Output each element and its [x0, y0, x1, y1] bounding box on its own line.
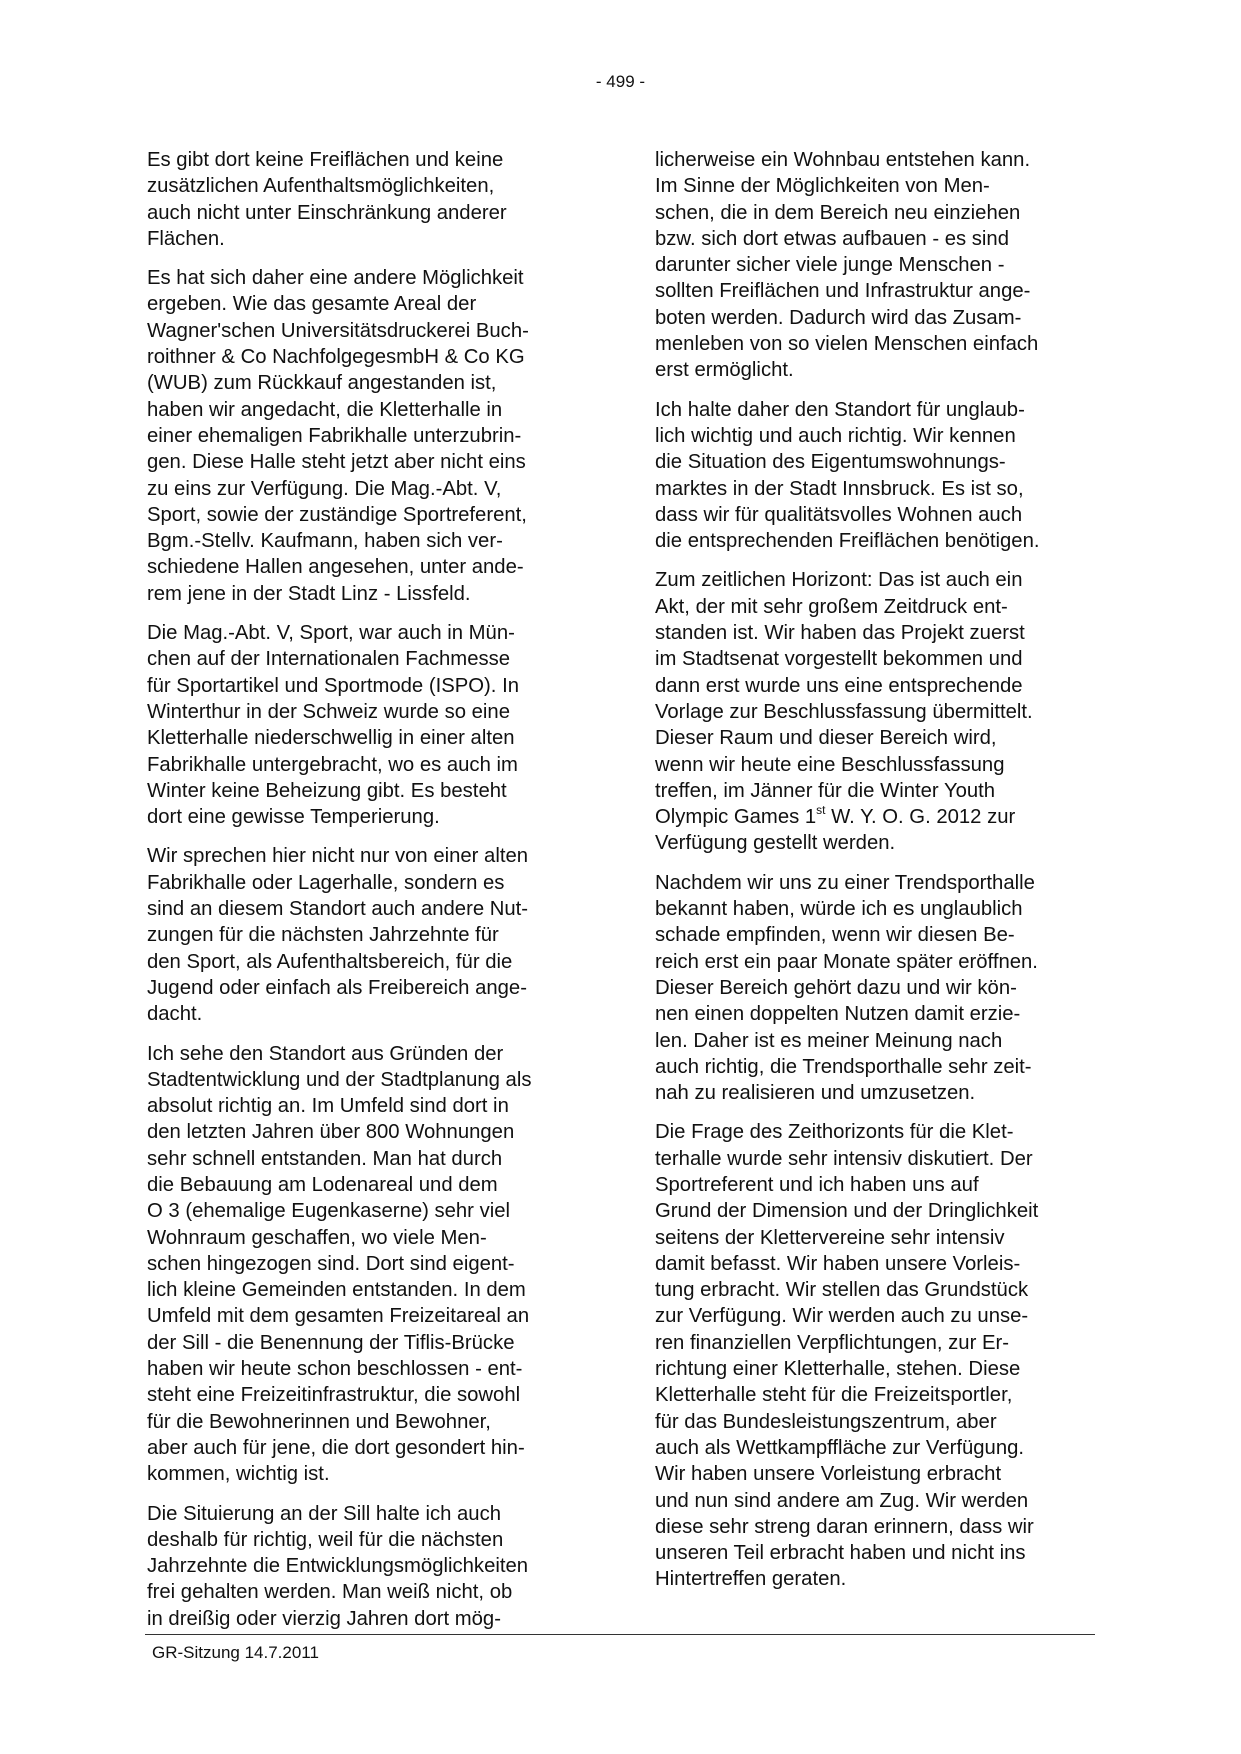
text-line: Flächen. — [147, 227, 225, 250]
text-line-with-superscript — [655, 804, 1095, 830]
paragraph — [147, 1501, 587, 1632]
text-line: chen auf der Internationalen Fachmesse — [147, 648, 511, 671]
text-line: Sportreferent und ich haben uns auf — [655, 1173, 979, 1196]
text-line: Nachdem wir uns zu einer Trendsporthalle — [655, 871, 1035, 894]
paragraph — [655, 147, 1095, 384]
text-line: sehr schnell entstanden. Man hat durch — [147, 1147, 503, 1170]
text-line: Umfeld mit dem gesamten Freizeitareal an — [147, 1305, 530, 1328]
footer-divider — [145, 1634, 1095, 1635]
left-column — [147, 147, 587, 1645]
text-line: den Sport, als Aufenthaltsbereich, für die — [147, 950, 513, 973]
text-line: nen einen doppelten Nutzen damit erzie- — [655, 1003, 1021, 1026]
text-line: aber auch für jene, die dort gesondert hin- — [147, 1436, 525, 1459]
text-line: dacht. — [147, 1003, 203, 1026]
text-line: Winterthur in der Schweiz wurde so eine — [147, 700, 510, 723]
text-line: terhalle wurde sehr intensiv diskutiert. Der — [655, 1147, 1033, 1170]
text-line: die entsprechenden Freiflächen benötigen. — [655, 530, 1040, 553]
paragraph — [655, 567, 1095, 856]
text-line: Die Situierung an der Sill halte ich auch — [147, 1502, 502, 1525]
text-line: in dreißig oder vierzig Jahren dort mög- — [147, 1607, 501, 1630]
text-line: einer ehemaligen Fabrikhalle unterzubrin- — [147, 424, 522, 447]
text-line: marktes in der Stadt Innsbruck. Es ist so, — [655, 477, 1024, 500]
text-line: im Stadtsenat vorgestellt bekommen und — [655, 648, 1023, 671]
text-line: O 3 (ehemalige Eugenkaserne) sehr viel — [147, 1200, 511, 1223]
text-line: treffen, im Jänner für die Winter Youth — [655, 779, 996, 802]
text-line: zungen für die nächsten Jahrzehnte für — [147, 924, 499, 947]
text-line: Jugend oder einfach als Freibereich ange- — [147, 976, 527, 999]
paragraph — [655, 870, 1095, 1107]
text-line: menleben von so vielen Menschen einfach — [655, 333, 1039, 356]
text-line: Kletterhalle steht für die Freizeitsportler, — [655, 1384, 1013, 1407]
text-line: Zum zeitlichen Horizont: Das ist auch ein — [655, 569, 1023, 592]
text-line: auch richtig, die Trendsporthalle sehr zeit- — [655, 1055, 1032, 1078]
page-number: - 499 - — [595, 72, 646, 91]
text-line: den letzten Jahren über 800 Wohnungen — [147, 1121, 515, 1144]
text-line: zur Verfügung. Wir werden auch zu unse- — [655, 1305, 1029, 1328]
text-line: standen ist. Wir haben das Projekt zuerst — [655, 622, 1025, 645]
text-line: zu eins zur Verfügung. Die Mag.-Abt. V, — [147, 477, 502, 500]
text-fragment: W. Y. O. G. 2012 zur — [825, 806, 1016, 829]
text-line: seitens der Klettervereine sehr intensiv — [655, 1226, 1005, 1249]
paragraph — [147, 1041, 587, 1488]
text-line: auch nicht unter Einschränkung anderer — [147, 201, 507, 224]
paragraph — [655, 1119, 1095, 1592]
text-line: bzw. sich dort etwas aufbauen - es sind — [655, 227, 1009, 250]
text-line: damit befasst. Wir haben unsere Vorleis- — [655, 1252, 1021, 1275]
text-line: Im Sinne der Möglichkeiten von Men- — [655, 175, 990, 198]
text-line: Hintertreffen geraten. — [655, 1568, 847, 1591]
paragraph — [147, 147, 587, 252]
text-line: Vorlage zur Beschlussfassung übermittelt. — [655, 700, 1033, 723]
text-line: auch als Wettkampffläche zur Verfügung. — [655, 1436, 1025, 1459]
text-line: dann erst wurde uns eine entsprechende — [655, 674, 1023, 697]
text-line: zusätzlichen Aufenthaltsmöglichkeiten, — [147, 175, 495, 198]
text-line: schen hingezogen sind. Dort sind eigent- — [147, 1252, 515, 1275]
text-line: Es gibt dort keine Freiflächen und keine — [147, 149, 504, 171]
text-line: Sport, sowie der zuständige Sportreferent, — [147, 503, 527, 526]
text-line: sollten Freiflächen und Infrastruktur ange- — [655, 280, 1031, 303]
text-line: dass wir für qualitätsvolles Wohnen auch — [655, 503, 1023, 526]
text-line: lich kleine Gemeinden entstanden. In dem — [147, 1279, 526, 1302]
text-line: ren finanziellen Verpflichtungen, zur Er- — [655, 1331, 1009, 1354]
text-line: Ich sehe den Standort aus Gründen der — [147, 1042, 504, 1065]
text-line: Grund der Dimension und der Dringlichkeit — [655, 1200, 1039, 1223]
text-line: Ich halte daher den Standort für unglaub- — [655, 398, 1025, 421]
text-line: diese sehr streng daran erinnern, dass wir — [655, 1515, 1034, 1538]
text-line: absolut richtig an. Im Umfeld sind dort in — [147, 1095, 509, 1118]
paragraph — [147, 843, 587, 1027]
text-line: gen. Diese Halle steht jetzt aber nicht eins — [147, 451, 526, 474]
text-line: Dieser Bereich gehört dazu und wir kön- — [655, 976, 1017, 999]
text-line: deshalb für richtig, weil für die nächsten — [147, 1528, 504, 1551]
text-line: wenn wir heute eine Beschlussfassung — [655, 753, 1005, 776]
text-line: dort eine gewisse Temperierung. — [147, 806, 440, 829]
paragraph — [147, 620, 587, 830]
paragraph — [147, 265, 587, 607]
text-line: (WUB) zum Rückkauf angestanden ist, — [147, 372, 497, 395]
text-line: Dieser Raum und dieser Bereich wird, — [655, 727, 997, 750]
text-line: roithner & Co NachfolgegesmbH & Co KG — [147, 346, 525, 369]
text-line: Verfügung gestellt werden. — [655, 832, 896, 855]
paragraph — [655, 397, 1095, 555]
text-line: Stadtentwicklung und der Stadtplanung als — [147, 1068, 532, 1091]
text-line: Kletterhalle niederschwellig in einer alten — [147, 727, 515, 750]
text-line: Jahrzehnte die Entwicklungsmöglichkeiten — [147, 1555, 529, 1578]
text-line: die Bebauung am Lodenareal und dem — [147, 1173, 498, 1196]
text-line: der Sill - die Benennung der Tiflis-Brücke — [147, 1331, 515, 1354]
text-line: Wir sprechen hier nicht nur von einer alten — [147, 845, 529, 868]
text-line: Es hat sich daher eine andere Möglichkeit — [147, 267, 524, 290]
text-line: reich erst ein paar Monate später eröffnen. — [655, 950, 1038, 973]
text-line: len. Daher ist es meiner Meinung nach — [655, 1029, 1003, 1052]
footer-label: GR-Sitzung 14.7.2011 — [152, 1643, 319, 1662]
text-line: Bgm.-Stellv. Kaufmann, haben sich ver- — [147, 530, 503, 553]
text-line: für die Bewohnerinnen und Bewohner, — [147, 1410, 491, 1433]
text-line: frei gehalten werden. Man weiß nicht, ob — [147, 1581, 513, 1604]
superscript: st — [816, 803, 826, 818]
text-line: Fabrikhalle oder Lagerhalle, sondern es — [147, 871, 505, 894]
text-line: schen, die in dem Bereich neu einziehen — [655, 201, 1021, 224]
text-line: lich wichtig und auch richtig. Wir kennen — [655, 424, 1016, 447]
text-line: nah zu realisieren und umzusetzen. — [655, 1082, 976, 1105]
text-line: bekannt haben, würde ich es unglaublich — [655, 898, 1023, 921]
text-line: Akt, der mit sehr großem Zeitdruck ent- — [655, 595, 1008, 618]
text-line: sind an diesem Standort auch andere Nut- — [147, 898, 529, 921]
text-line: haben wir angedacht, die Kletterhalle in — [147, 398, 503, 421]
text-line: licherweise ein Wohnbau entstehen kann. — [655, 149, 1031, 171]
text-line: Die Mag.-Abt. V, Sport, war auch in Mün- — [147, 622, 515, 645]
text-line: die Situation des Eigentumswohnungs- — [655, 451, 1006, 474]
text-line: darunter sicher viele junge Menschen - — [655, 254, 1005, 277]
text-line: schade empfinden, wenn wir diesen Be- — [655, 924, 1015, 947]
text-line: richtung einer Kletterhalle, stehen. Diese — [655, 1358, 1021, 1381]
text-line: kommen, wichtig ist. — [147, 1463, 330, 1486]
text-line: Wir haben unsere Vorleistung erbracht — [655, 1463, 1002, 1486]
text-line: boten werden. Dadurch wird das Zusam- — [655, 306, 1022, 329]
text-line: Winter keine Beheizung gibt. Es besteht — [147, 779, 507, 802]
text-line: Die Frage des Zeithorizonts für die Klet- — [655, 1121, 1014, 1144]
text-line: haben wir heute schon beschlossen - ent- — [147, 1358, 523, 1381]
text-fragment: Olympic Games 1 — [655, 806, 817, 829]
text-line: Fabrikhalle untergebracht, wo es auch im — [147, 753, 518, 776]
text-line: und nun sind andere am Zug. Wir werden — [655, 1489, 1029, 1512]
text-line: steht eine Freizeitinfrastruktur, die sowohl — [147, 1384, 521, 1407]
text-line: für Sportartikel und Sportmode (ISPO). In — [147, 674, 519, 697]
text-line: tung erbracht. Wir stellen das Grundstück — [655, 1279, 1029, 1302]
text-line: Wagner'schen Universitätsdruckerei Buch- — [147, 319, 529, 342]
text-line: schiedene Hallen angesehen, unter ande- — [147, 556, 524, 579]
text-line: rem jene in der Stadt Linz - Lissfeld. — [147, 582, 471, 605]
right-column — [655, 147, 1095, 1606]
text-line: unseren Teil erbracht haben und nicht ins — [655, 1542, 1026, 1565]
text-line: für das Bundesleistungszentrum, aber — [655, 1410, 997, 1433]
text-line: Wohnraum geschaffen, wo viele Men- — [147, 1226, 487, 1249]
text-line: ergeben. Wie das gesamte Areal der — [147, 293, 477, 316]
text-line: erst ermöglicht. — [655, 359, 794, 382]
